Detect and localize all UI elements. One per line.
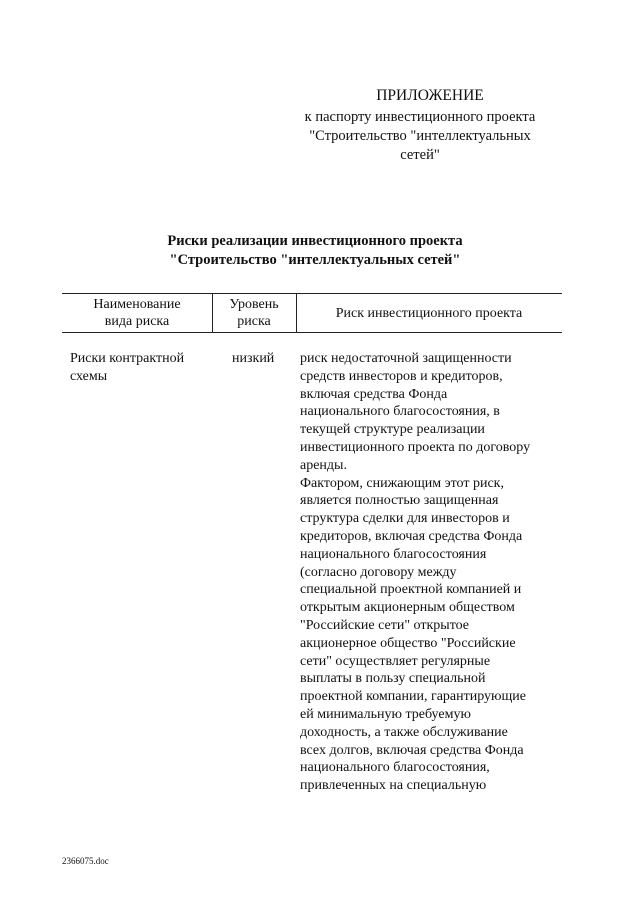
risk-description-line: риск недостаточной защищенности xyxy=(300,351,512,366)
appendix-heading: ПРИЛОЖЕНИЕ xyxy=(376,87,484,104)
risk-description-line: специальной проектной компанией и xyxy=(300,582,522,598)
risk-name-cell xyxy=(70,350,210,386)
appendix-line: "Строительство "интеллектуальных xyxy=(309,128,531,144)
risk-description-line: ей минимальную требуемую xyxy=(300,706,471,722)
risk-description-line: национального благосостояния, в xyxy=(300,404,500,420)
risk-description-line: доходность, а также обслуживание xyxy=(300,724,508,740)
risk-description-line: инвестиционного проекта по договору xyxy=(300,439,531,455)
risk-level-cell: низкий xyxy=(232,351,275,366)
risk-description-line: текущей структуре реализации xyxy=(300,422,485,438)
risk-description-line: всех долгов, включая средства Фонда xyxy=(300,742,524,758)
header-risk-type-line: вида риска xyxy=(104,314,170,329)
header-risk-level-line: риска xyxy=(237,314,271,329)
table-top-rule xyxy=(62,293,562,294)
risk-description-line: структура сделки для инвесторов и xyxy=(300,511,510,527)
risk-description-line: проектной компании, гарантирующие xyxy=(300,689,526,705)
risk-description-line: кредиторов, включая средства Фонда xyxy=(300,528,523,544)
risk-name-line: Риски контрактной xyxy=(70,351,185,366)
risk-description-line: сети" осуществляет регулярные xyxy=(300,653,491,669)
appendix-block xyxy=(300,86,540,165)
header-risk-level-line: Уровень xyxy=(229,297,279,312)
risk-description-line: (согласно договору между xyxy=(300,564,457,580)
risk-description-line: средств инвесторов и кредиторов, xyxy=(300,368,503,384)
risk-description-line: аренды. xyxy=(300,457,347,473)
risk-description-line: "Российские сети" открытое xyxy=(300,617,470,633)
title-line-1: Риски реализации инвестиционного проекта xyxy=(167,233,463,249)
appendix-line: сетей" xyxy=(400,147,440,163)
header-risk-type-line: Наименование xyxy=(93,297,181,312)
appendix-line: к паспорту инвестиционного проекта xyxy=(304,109,536,125)
risk-description-line: национального благосостояния xyxy=(300,546,487,562)
risk-description-line: включая средства Фонда xyxy=(300,386,448,402)
risk-description-line: привлеченных на специальную xyxy=(300,778,487,794)
table-header-rule xyxy=(62,332,562,333)
risk-description-line: национального благосостояния, xyxy=(300,760,490,776)
file-name-footer: 2366075.doc xyxy=(62,856,109,866)
risk-description-line: выплаты в пользу специальной xyxy=(300,671,486,687)
header-risk-type xyxy=(62,296,212,330)
title-line-2: "Строительство "интеллектуальных сетей" xyxy=(169,252,461,268)
risk-description-line: Фактором, снижающим этот риск, xyxy=(300,475,504,491)
risk-description-cell xyxy=(300,350,570,795)
header-project-risk-text: Риск инвестиционного проекта xyxy=(335,306,523,321)
risk-description-line: является полностью защищенная xyxy=(300,493,499,509)
risk-description-line: акционерное общество "Российские xyxy=(300,635,516,651)
header-project-risk xyxy=(296,305,562,322)
risk-description-line: открытым акционерным обществом xyxy=(300,600,515,616)
risk-name-line: схемы xyxy=(70,368,108,384)
document-title xyxy=(80,232,550,270)
header-risk-level xyxy=(212,296,296,330)
